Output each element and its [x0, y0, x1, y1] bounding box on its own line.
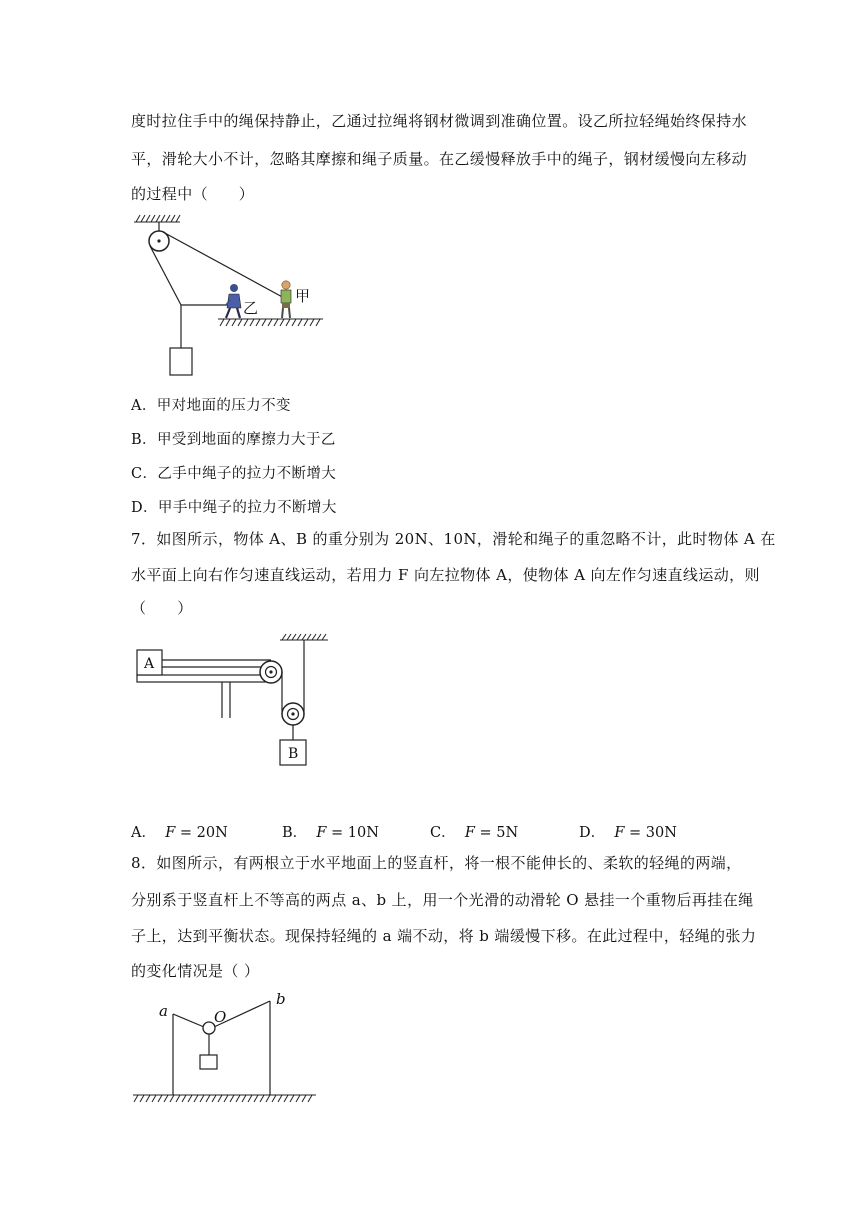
q6-option-c[interactable]: C．乙手中绳子的拉力不断增大: [131, 466, 337, 482]
q7-option-d[interactable]: [579, 821, 677, 842]
q7-text-line-1: 7．如图所示，物体 A、B 的重分别为 20N、10N，滑轮和绳子的重忽略不计，此时物体 A 在: [131, 530, 776, 548]
q7-option-c-eq: = 5N: [474, 825, 519, 841]
rope-a-side: [173, 1014, 204, 1027]
q7-ceiling-hatch: [280, 634, 328, 640]
weight-block: [200, 1055, 217, 1069]
q7-option-c[interactable]: [430, 821, 518, 842]
label-point-b: b: [276, 990, 286, 1008]
q6-text-line-1: 度时拉住手中的绳保持静止，乙通过拉绳将钢材微调到准确位置。设乙所拉轻绳始终保持水: [131, 112, 748, 130]
label-jia: 甲: [295, 287, 311, 305]
ground-hatch: [218, 319, 323, 326]
ceiling-hatch: [134, 215, 180, 222]
q7-option-b-letter: B．: [282, 825, 308, 841]
q7-option-a-letter: A．: [131, 825, 156, 841]
q7-option-c-var: F: [464, 825, 475, 841]
label-yi: 乙: [243, 299, 259, 317]
person-jia: [281, 281, 291, 318]
rope-to-jia: [163, 232, 286, 299]
q7-option-a-eq: = 20N: [175, 825, 228, 841]
q7-option-d-letter: D．: [579, 825, 606, 841]
q7-option-b-eq: = 10N: [326, 825, 379, 841]
q6-text-line-3: 的过程中（ ）: [131, 185, 255, 203]
q7-figure: [130, 630, 360, 775]
label-pulley-o: O: [214, 1008, 227, 1026]
q7-option-b-var: F: [316, 825, 327, 841]
q6-option-b[interactable]: B．甲受到地面的摩擦力大于乙: [131, 432, 336, 448]
label-point-a: a: [159, 1002, 168, 1020]
q7-option-a-var: F: [165, 825, 176, 841]
block-b-label: B: [288, 746, 299, 762]
q7-option-b[interactable]: [282, 821, 379, 842]
q6-text-line-2: 平，滑轮大小不计，忽略其摩擦和绳子质量。在乙缓慢释放手中的绳子，钢材缓慢向左移动: [131, 150, 748, 168]
q8-text-line-4: 的变化情况是（ ）: [131, 962, 260, 980]
q7-text-line-2: 水平面上向右作匀速直线运动，若用力 F 向左拉物体 A，使物体 A 向左作匀速直线运动，则: [131, 566, 760, 584]
q7-option-d-eq: = 30N: [624, 825, 677, 841]
table-top: [137, 675, 265, 682]
q6-figure: [120, 205, 340, 385]
q6-option-a[interactable]: A．甲对地面的压力不变: [131, 398, 291, 414]
q6-option-d[interactable]: D．甲手中绳子的拉力不断增大: [131, 500, 337, 516]
q8-text-line-2: 分别系于竖直杆上不等高的两点 a、b 上，用一个光滑的动滑轮 O 悬挂一个重物后再挂在绳: [131, 891, 754, 909]
steel-block: [170, 348, 192, 375]
q8-text-line-3: 子上，达到平衡状态。现保持轻绳的 a 端不动，将 b 端缓慢下移。在此过程中，轻绳的张力: [131, 927, 757, 945]
q7-text-line-3: （ ）: [131, 599, 193, 617]
block-a-label: A: [144, 656, 155, 672]
person-yi: [226, 284, 241, 318]
rope-left: [150, 246, 181, 305]
q7-option-a[interactable]: [131, 821, 228, 842]
q8-text-line-1: 8．如图所示，有两根立于水平地面上的竖直杆，将一根不能伸长的、柔软的轻绳的两端，: [131, 854, 742, 872]
q8-figure: [130, 985, 330, 1115]
q8-ground-hatch: [133, 1095, 316, 1102]
q7-option-d-var: F: [614, 825, 625, 841]
q7-option-c-letter: C．: [430, 825, 456, 841]
